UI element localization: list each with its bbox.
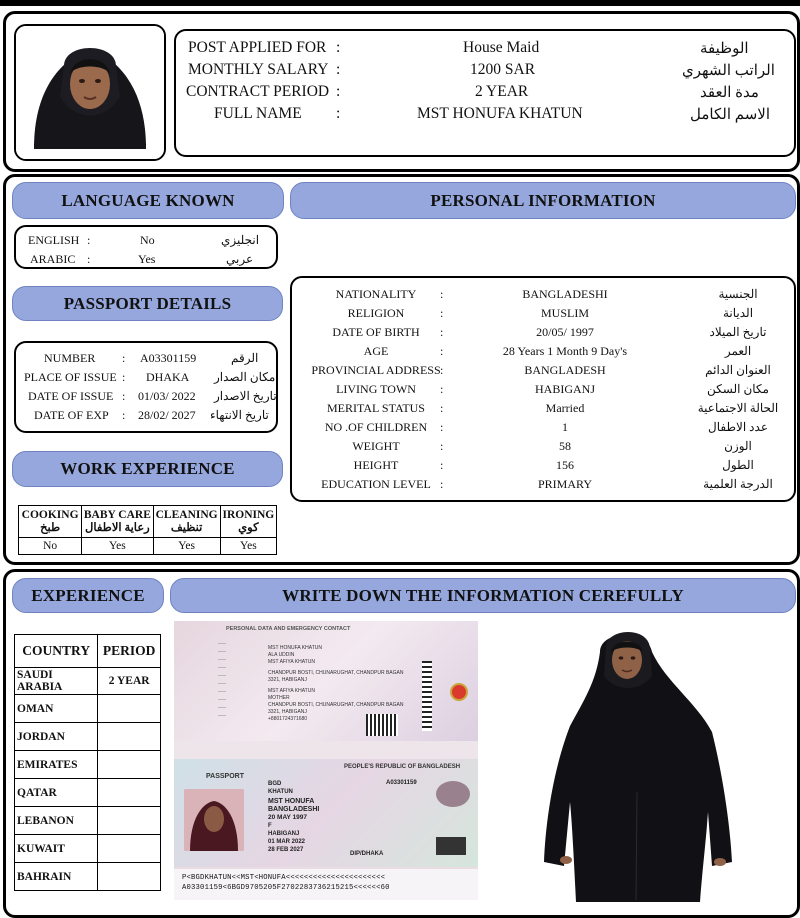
personal-row [292,324,794,341]
passport-expiry: 28 FEB 2027 [268,847,304,853]
personal-value: BANGLADESH [524,363,606,377]
passport-row [16,369,276,385]
personal-arabic: تاريخ الميلاد [709,325,767,339]
colon: : [440,363,444,377]
experience-country: EMIRATES [15,751,98,779]
personal-row [292,419,794,436]
experience-period: 2 YEAR [98,668,161,695]
colon: : [122,388,126,403]
job-row [176,59,794,81]
passport-arabic: تاريخ الاصدار [214,388,277,403]
work-col-ar: تنظيف [170,521,203,534]
personal-label: LIVING TOWN [336,382,416,396]
job-label: POST APPLIED FOR [188,39,327,56]
personal-row [292,305,794,322]
language-value: Yes [138,251,156,266]
personal-arabic: عدد الاطفال [708,420,768,434]
work-col-en: BABY CARE [83,508,151,521]
passport-contact-page [174,621,478,741]
colon: : [440,439,444,453]
passport-value: 28/02/ 2027 [138,407,196,422]
qr-code-icon [366,714,398,736]
language-label: ARABIC [30,251,76,266]
job-arabic: الاسم الكامل [690,106,771,123]
experience-country: QATAR [15,779,98,807]
experience-period [98,835,161,863]
personal-title: PERSONAL INFORMATION [290,182,796,219]
language-title: LANGUAGE KNOWN [12,182,284,219]
personal-label: NATIONALITY [335,287,417,301]
passport-label: NUMBER [44,350,96,365]
language-row [16,232,276,248]
job-row [176,103,794,125]
experience-country: JORDAN [15,723,98,751]
job-arabic: مدة العقد [700,84,759,101]
passport-given: MST HONUFA [268,798,315,805]
passport-box [14,341,278,433]
personal-row [292,476,794,493]
contact-value: CHANDPUR BOSTI, CHUNARUGHAT, CHANDPUR BAGAN [268,670,404,676]
personal-label: NO .OF CHILDREN [324,420,428,434]
work-col [220,506,276,538]
passport-label: PLACE OF ISSUE [24,369,117,384]
personal-arabic: مكان السكن [707,382,769,396]
job-arabic: الوظيفة [700,40,749,57]
personal-row [292,400,794,417]
experience-period [98,723,161,751]
personal-label: RELIGION [347,306,405,320]
personal-value: 20/05/ 1997 [536,325,594,339]
passport-birthplace: HABIGANJ [268,831,300,837]
profile-photo-frame [14,24,166,161]
personal-value: 1 [562,420,568,434]
passport-word: PASSPORT [206,773,244,780]
colon: : [440,420,444,434]
personal-row [292,438,794,455]
personal-value: 28 Years 1 Month 9 Day's [502,344,628,358]
experience-row [15,695,161,723]
personal-arabic: الطول [722,458,754,472]
personal-label: DATE OF BIRTH [332,325,420,339]
experience-country: SAUDI ARABIA [15,668,98,695]
job-row [176,81,794,103]
colon: : [336,61,341,78]
passport-issue: 01 MAR 2022 [268,839,306,845]
job-value: House Maid [463,39,540,56]
ghost-photo [436,781,470,807]
passport-contact-header: PERSONAL DATA AND EMERGENCY CONTACT [226,626,351,632]
personal-label: PROVINCIAL ADDRESS [311,363,441,377]
experience-country: OMAN [15,695,98,723]
passport-watermark [182,627,198,737]
passport-arabic: الرقم [231,350,259,365]
work-col-en: CLEANING [155,508,218,521]
passport-row [16,350,276,366]
passport-arabic: مكان الصدار [214,369,276,384]
personal-label: EDUCATION LEVEL [321,477,431,491]
contact-value: MOTHER [268,695,290,701]
job-arabic: الراتب الشهري [682,62,775,79]
personal-value: MUSLIM [540,306,589,320]
language-row [16,251,276,267]
personal-value: PRIMARY [537,477,593,491]
personal-arabic: العنوان الدائم [705,363,771,377]
work-title: WORK EXPERIENCE [12,451,283,487]
work-value: No [19,538,82,555]
colon: : [440,458,444,472]
work-col-en: COOKING [21,508,79,521]
personal-arabic: العمر [724,344,752,358]
contact-value: CHANDPUR BOSTI, CHUNARUGHAT, CHANDPUR BAGAN [268,702,404,708]
full-body-photo [536,622,738,904]
language-box [14,225,278,269]
experience-period [98,863,161,891]
passport-title: PASSPORT DETAILS [12,286,283,321]
job-label: CONTRACT PERIOD [186,83,330,100]
passport-dob: 20 MAY 1997 [268,814,308,821]
top-bar [0,0,800,6]
experience-table [14,634,161,891]
personal-row [292,457,794,474]
work-col-ar: رعاية الاطفال [84,521,150,534]
passport-label: DATE OF ISSUE [28,388,114,403]
work-value: Yes [82,538,153,555]
colon: : [122,369,126,384]
personal-arabic: الديانة [722,306,754,320]
colon: : [440,287,444,301]
experience-country: LEBANON [15,807,98,835]
experience-period [98,807,161,835]
work-col-ar: طبخ [40,521,61,534]
emblem-icon [450,683,468,701]
experience-row [15,668,161,695]
job-row [176,37,794,59]
full-body-figure [536,622,738,904]
chip-icon [436,837,466,855]
colon: : [440,306,444,320]
work-col-ar: كوي [238,521,259,534]
work-col [153,506,220,538]
passport-code: BGD [268,781,282,787]
work-value: Yes [153,538,220,555]
experience-period [98,695,161,723]
experience-period [98,751,161,779]
passport-field-lines [218,643,226,723]
job-info-box [174,29,796,157]
colon: : [440,344,444,358]
personal-row [292,381,794,398]
passport-surname: KHATUN [268,789,293,795]
passport-republic: PEOPLE'S REPUBLIC OF BANGLADESH [344,764,461,770]
experience-title: EXPERIENCE [12,578,164,613]
personal-label: HEIGHT [353,458,399,472]
mrz-line: A03301159<6BGD9705205F2702283736215215<<<<<<60 [182,884,390,892]
colon: : [87,251,91,266]
personal-box [290,276,796,502]
passport-scan [174,621,478,900]
passport-sex: F [268,823,272,829]
personal-value: 156 [556,458,574,472]
contact-value: 3321, HABIGANJ [268,709,307,715]
experience-period [98,779,161,807]
notice-title: WRITE DOWN THE INFORMATION CEREFULLY [170,578,796,613]
passport-data-values [268,780,319,854]
language-arabic: انجليزي [221,232,260,247]
barcode-icon [422,661,432,731]
passport-value: DHAKA [146,369,190,384]
mrz-line: P<BGDKHATUN<<MST<HONUFA<<<<<<<<<<<<<<<<<<<<<< [182,874,386,882]
personal-row [292,362,794,379]
language-label: ENGLISH [28,232,80,247]
job-label: MONTHLY SALARY [188,61,329,78]
personal-value: BANGLADESHI [522,287,608,301]
passport-data-page [174,759,478,867]
colon: : [440,382,444,396]
experience-country: BAHRAIN [15,863,98,891]
passport-row [16,407,276,423]
contact-value: +8801724371680 [268,716,308,722]
experience-row [15,751,161,779]
personal-value: Married [545,401,585,415]
language-arabic: عربي [226,251,254,266]
colon: : [122,407,126,422]
work-value: Yes [220,538,276,555]
contact-value: 3321, HABIGANJ [268,677,307,683]
personal-arabic: الحالة الاجتماعية [697,401,779,415]
work-col [82,506,153,538]
contact-value: ALA UDDIN [268,652,295,658]
contact-value: MST HONUFA KHATUN [268,645,322,651]
job-value: MST HONUFA KHATUN [417,105,583,122]
personal-row [292,343,794,360]
job-value: 2 YEAR [475,83,529,100]
profile-photo [16,26,164,159]
work-col-en: IRONING [222,508,275,521]
colon: : [336,105,341,122]
colon: : [440,477,444,491]
experience-row [15,807,161,835]
passport-value: A03301159 [140,350,197,365]
personal-value: 58 [559,439,571,453]
experience-header-period: PERIOD [98,635,161,668]
experience-row [15,835,161,863]
experience-row [15,863,161,891]
passport-arabic: تاريخ الانتهاء [210,407,269,422]
passport-authority: DIP/DHAKA [350,851,384,857]
passport-row [16,388,276,404]
colon: : [336,83,341,100]
passport-photo [184,789,244,851]
personal-arabic: الجنسية [718,287,758,301]
experience-country: KUWAIT [15,835,98,863]
colon: : [440,401,444,415]
job-label: FULL NAME [214,105,302,122]
passport-number: A03301159 [386,780,417,786]
passport-nationality: BANGLADESHI [268,806,320,813]
colon: : [440,325,444,339]
colon: : [336,39,341,56]
experience-header-country: COUNTRY [15,635,98,668]
colon: : [87,232,91,247]
personal-value: HABIGANJ [535,382,595,396]
personal-arabic: الدرجة العلمية [703,477,773,491]
experience-row [15,779,161,807]
work-col [19,506,82,538]
colon: : [122,350,126,365]
passport-mrz [174,869,478,900]
personal-label: WEIGHT [352,439,400,453]
personal-label: AGE [363,344,389,358]
passport-label: DATE OF EXP [34,407,109,422]
personal-row [292,286,794,303]
experience-row [15,723,161,751]
personal-arabic: الوزن [724,439,752,453]
language-value: No [140,232,155,247]
passport-fold [174,741,478,759]
passport-value: 01/03/ 2022 [138,388,196,403]
work-table [18,505,277,555]
job-value: 1200 SAR [470,61,536,78]
contact-value: MST AFIYA KHATUN [268,659,315,665]
contact-value: MST AFIYA KHATUN [268,688,315,694]
passport-contact-values [268,645,403,723]
personal-label: MERITAL STATUS [327,401,425,415]
